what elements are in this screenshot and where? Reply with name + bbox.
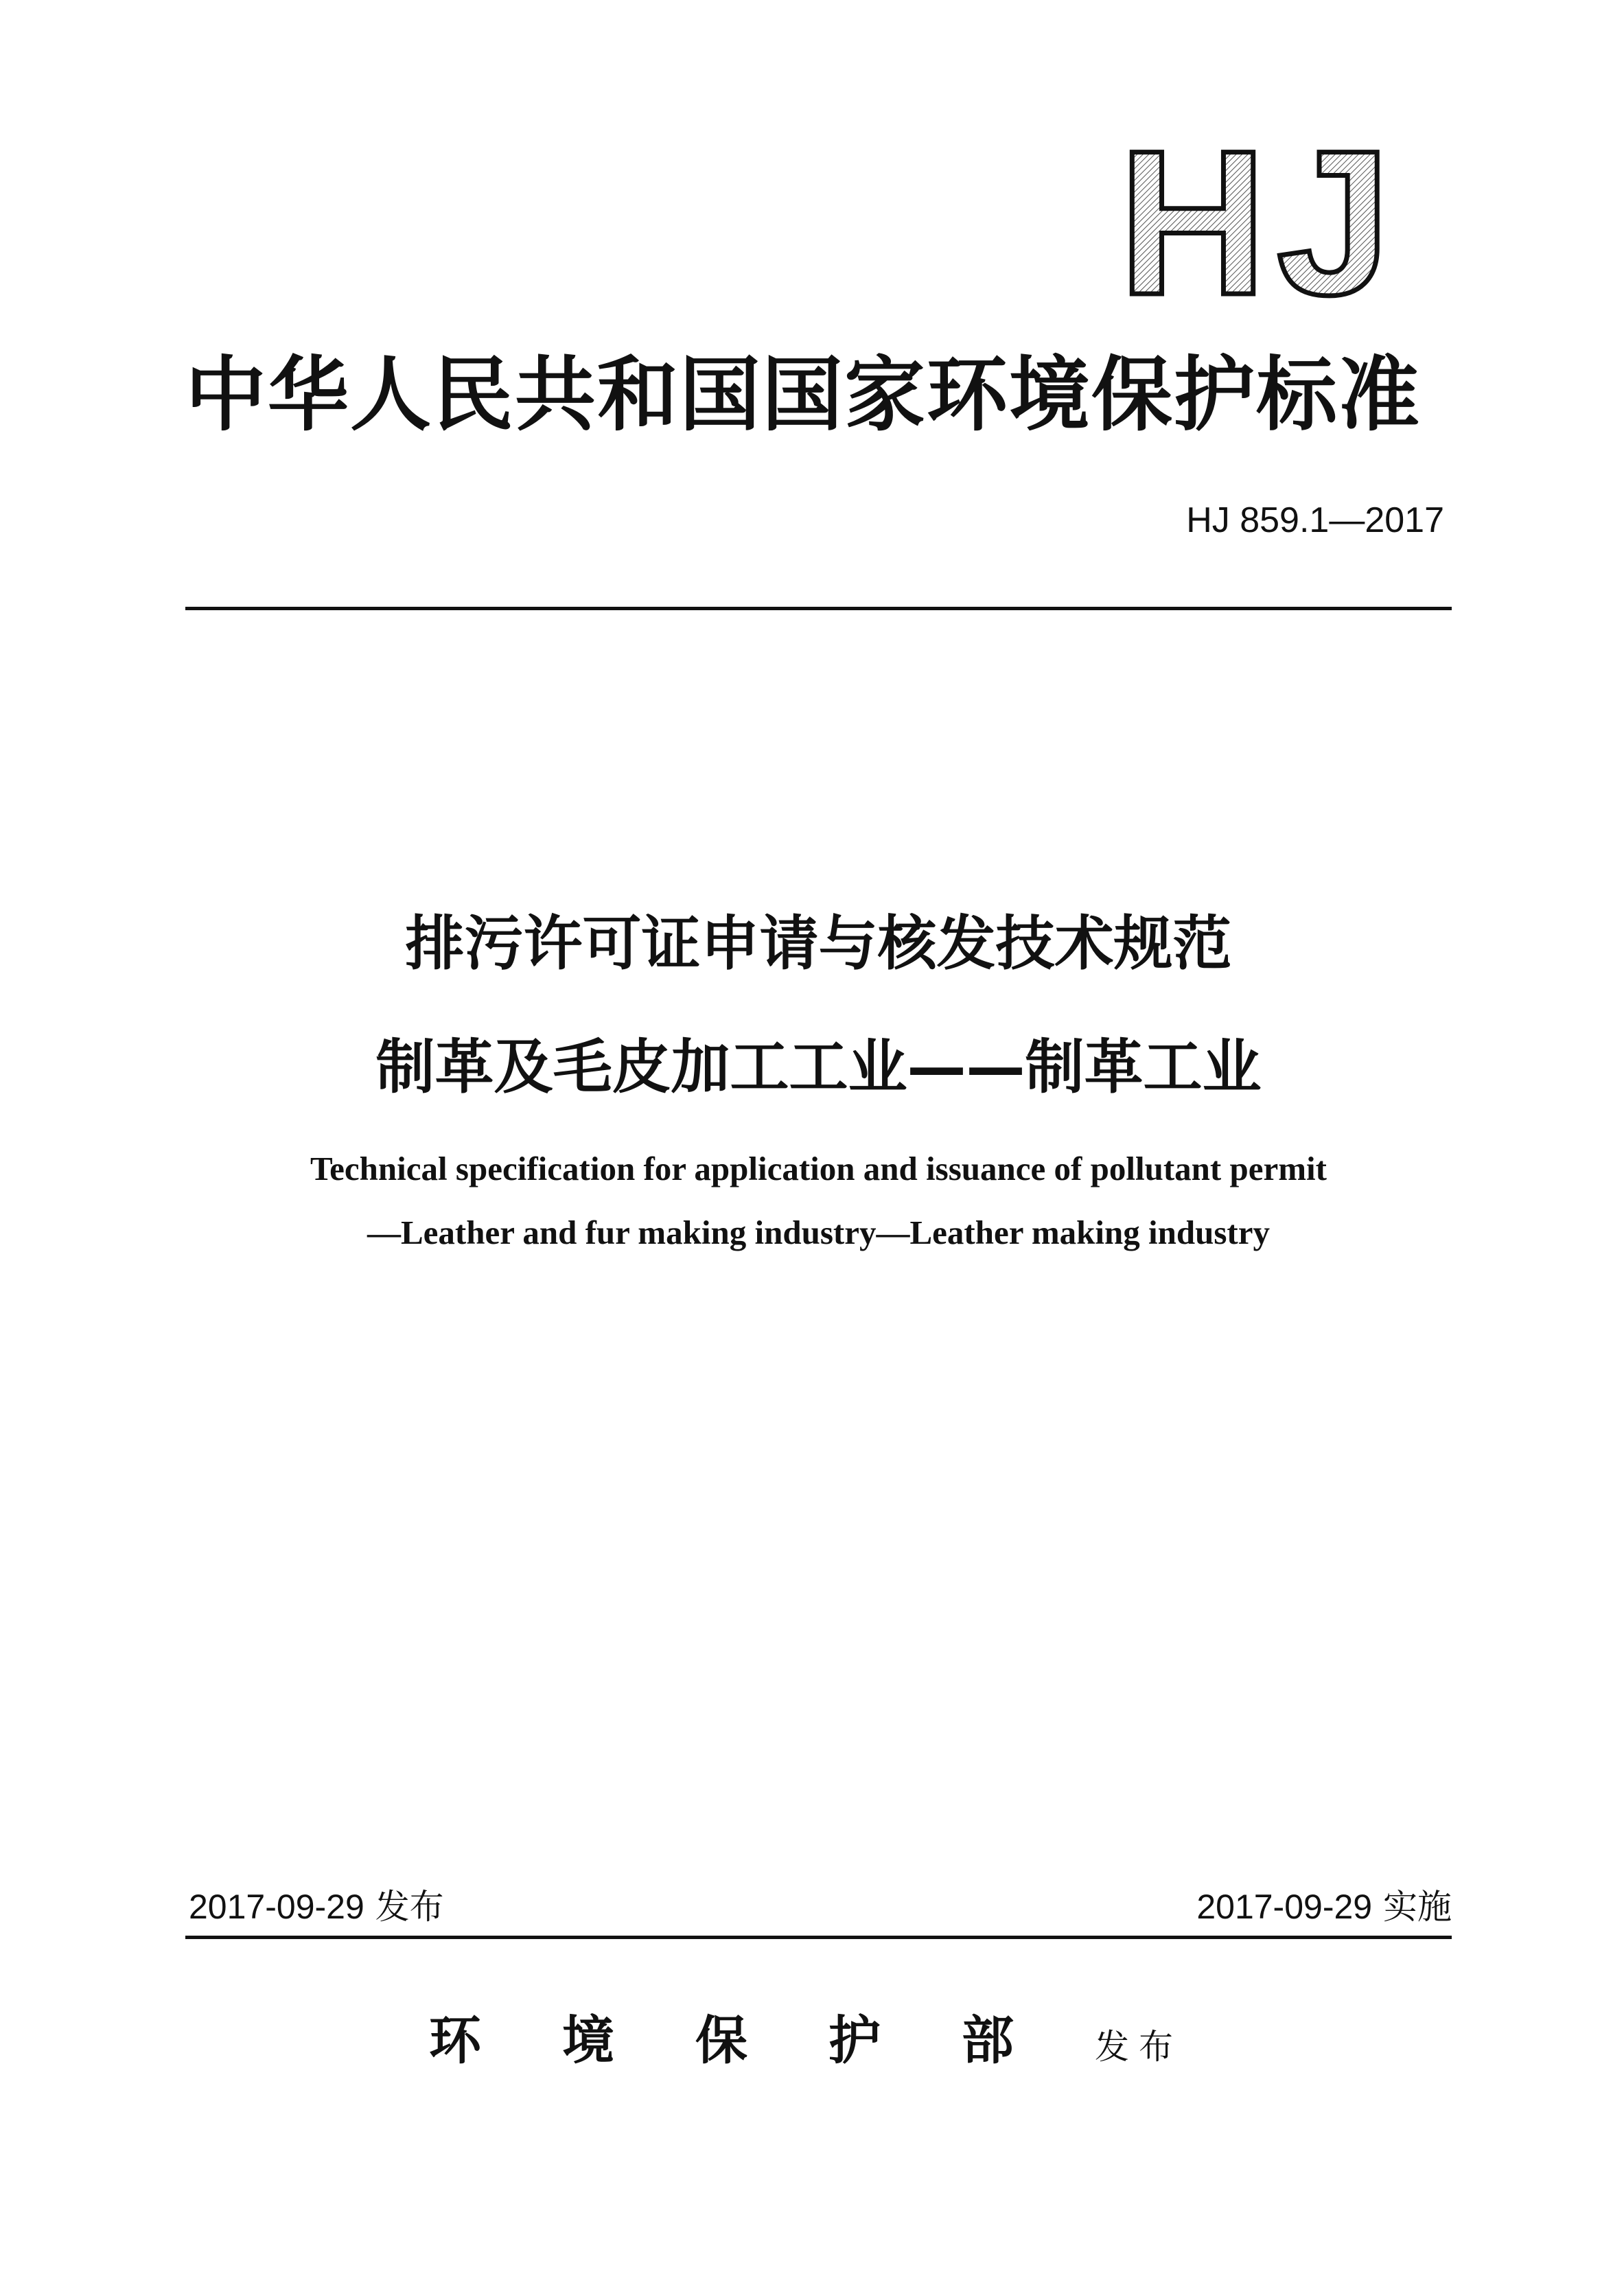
standard-number: HJ 859.1—2017 bbox=[1186, 500, 1444, 540]
title-en-line1: Technical specification for application and issuance of pollutant permit bbox=[310, 1150, 1327, 1187]
publisher-suffix: 发布 bbox=[1095, 2027, 1183, 2067]
publisher bbox=[429, 2010, 1183, 2086]
issued-label: 发布 bbox=[375, 1887, 444, 1927]
footer-divider bbox=[185, 1936, 1452, 1939]
title-zh-line1: 排污许可证申请与核发技术规范 bbox=[405, 909, 1232, 978]
hj-logo bbox=[1098, 135, 1421, 310]
header-divider bbox=[185, 607, 1452, 610]
title-en-line2: —Leather and fur making industry—Leather making industry bbox=[367, 1214, 1271, 1251]
implemented-date bbox=[1196, 1886, 1452, 1927]
issuer-title: 中华人民共和国国家环境保护标准 bbox=[185, 347, 1422, 442]
implemented-date-value: 2017-09-29 bbox=[1196, 1888, 1373, 1926]
implemented-label: 实施 bbox=[1383, 1887, 1452, 1927]
issued-date-value: 2017-09-29 bbox=[189, 1888, 364, 1926]
logo-text: HJ bbox=[1118, 135, 1401, 310]
publisher-name: 环境保护部 bbox=[429, 2010, 1095, 2071]
issued-date bbox=[189, 1886, 444, 1927]
title-zh-line2: 制革及毛皮加工工业——制革工业 bbox=[375, 1033, 1262, 1102]
